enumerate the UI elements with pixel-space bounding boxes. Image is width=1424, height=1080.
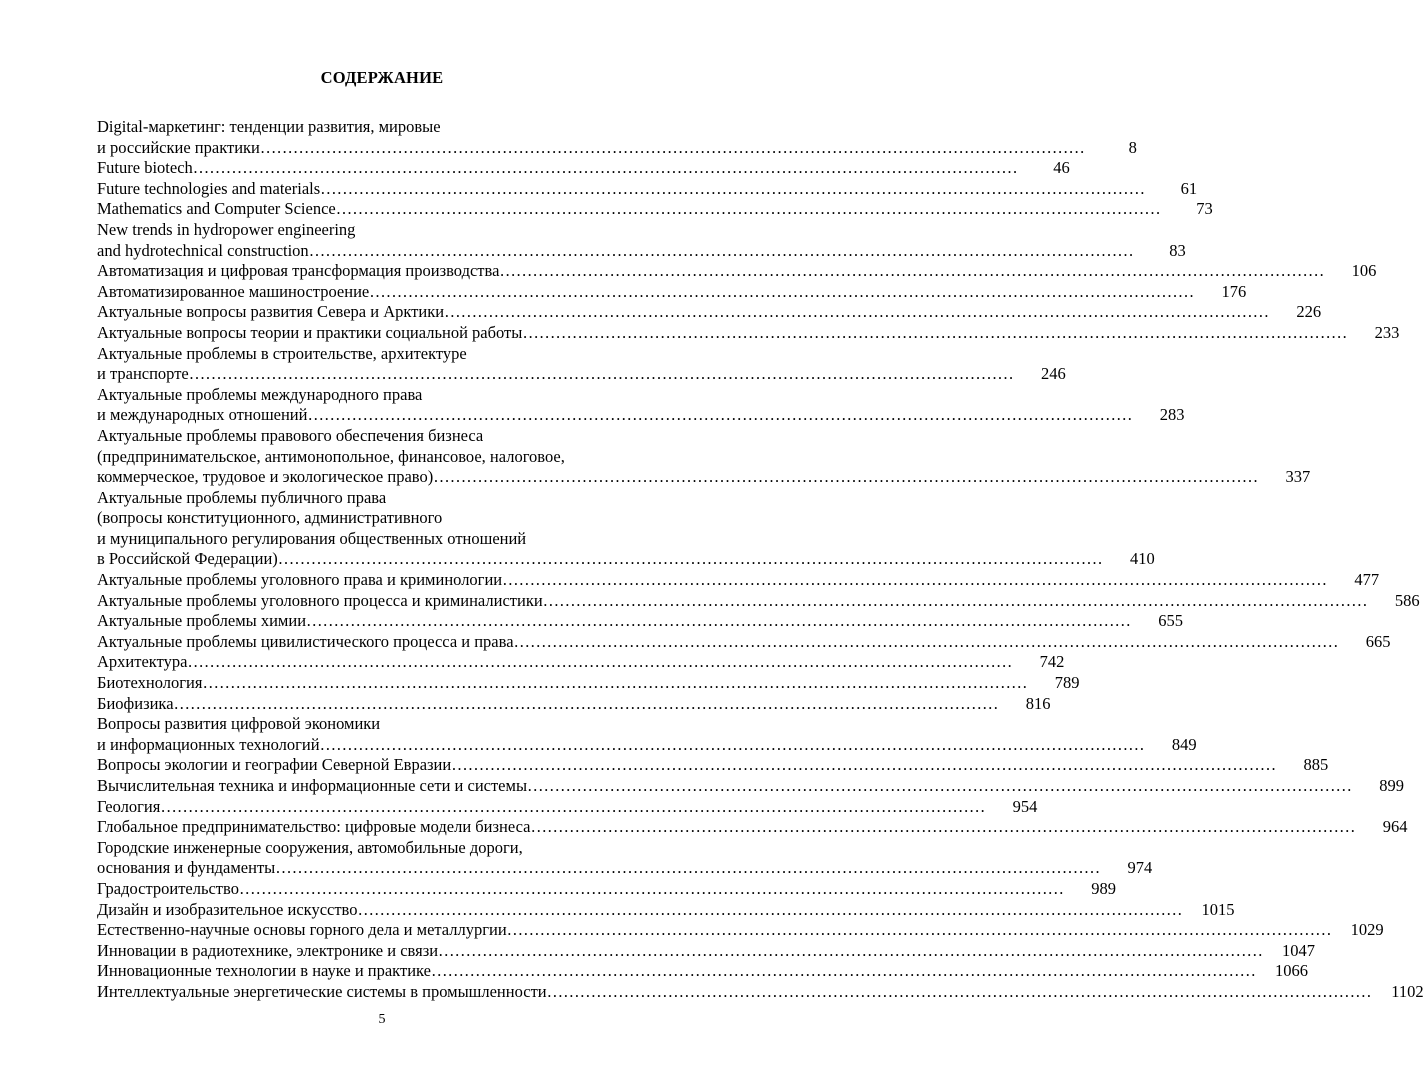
toc-entry-line [97, 714, 669, 735]
toc-page-number: 954 [1012, 796, 1038, 816]
toc-entry-title: Инновации в радиотехнике, электронике и связи [97, 940, 439, 960]
toc-entry-line [97, 302, 1322, 323]
toc-page-number: 46 [1053, 158, 1070, 178]
dot-leader: …………………………………………………………………………………………………………………………………… [202, 673, 1028, 693]
toc-entry [97, 776, 1405, 797]
toc-page-number: 586 [1394, 590, 1420, 610]
toc-entry-title: Биофизика [97, 693, 174, 713]
toc-entry-title: Интеллектуальные энергетические системы в промышленности [97, 981, 547, 1001]
toc-entry-title: Естественно-научные основы горного дела и металлургии [97, 920, 507, 940]
dot-leader: …………………………………………………………………………………………………………………………………… [308, 240, 1134, 260]
toc-entry [97, 961, 1308, 982]
toc-entry-line [97, 734, 1197, 756]
toc-entry-title: Актуальные проблемы уголовного процесса и криминалистики [97, 590, 543, 610]
dot-leader: …………………………………………………………………………………………………………………………………… [319, 734, 1145, 754]
toc-entry-line [97, 405, 1185, 426]
toc-entry-line [97, 385, 669, 406]
toc-entry-title: Вопросы экологии и географии Северной Евразии [97, 755, 452, 775]
toc-entry [97, 796, 1038, 818]
toc-entry-line [97, 631, 1391, 653]
dot-leader: …………………………………………………………………………………………………………………………………… [259, 137, 1085, 157]
toc-entry-line [97, 178, 1198, 200]
toc-page-number: 1015 [1201, 899, 1235, 919]
toc-entry [97, 693, 1051, 715]
toc-page-number: 1066 [1274, 961, 1308, 981]
toc-page-number: 1047 [1282, 940, 1316, 960]
toc-entry-line [97, 199, 1213, 220]
dot-leader: …………………………………………………………………………………………………………………………………… [307, 405, 1133, 425]
dot-leader: …………………………………………………………………………………………………………………………………… [499, 261, 1325, 281]
toc-page-number: 410 [1130, 549, 1155, 569]
dot-leader: …………………………………………………………………………………………………………………………………… [438, 940, 1264, 960]
toc-entry-title: Актуальные проблемы в строительстве, архитектуре [97, 343, 467, 363]
toc-entry-line [97, 549, 1155, 570]
toc-entry-title: (предпринимательское, антимонопольное, финансовое, налоговое, [97, 446, 565, 466]
dot-leader: …………………………………………………………………………………………………………………………………… [513, 631, 1339, 651]
toc-entry [97, 302, 1322, 323]
toc-page-number: 8 [1128, 137, 1137, 157]
toc-entry [97, 322, 1400, 344]
toc-page-number: 816 [1025, 693, 1051, 713]
toc-entry [97, 158, 1070, 179]
toc-entry-title: в Российской Федерации) [97, 549, 278, 569]
toc-entry [97, 281, 1247, 303]
dot-leader: …………………………………………………………………………………………………………………………………… [430, 961, 1256, 981]
toc-entry-line [97, 920, 1384, 941]
toc-page-number: 337 [1285, 467, 1311, 487]
toc-page-number: 106 [1351, 261, 1377, 281]
toc-entry-line [97, 447, 669, 468]
page-number: 5 [378, 1012, 386, 1027]
toc-entry-title: Future technologies and materials [97, 178, 321, 198]
toc-entry [97, 673, 1080, 694]
toc-entry-line [97, 508, 669, 529]
toc-entry-line [97, 220, 669, 241]
dot-leader: …………………………………………………………………………………………………………………………………… [192, 158, 1018, 178]
toc-entry [97, 590, 1420, 612]
toc-entry-line [97, 344, 669, 365]
toc-page-number: 665 [1365, 631, 1391, 651]
toc-entry-line [97, 426, 669, 447]
toc-page-number: 742 [1039, 652, 1065, 672]
toc-entry [97, 631, 1391, 653]
dot-leader: …………………………………………………………………………………………………………………………………… [160, 796, 986, 816]
toc-entry [97, 652, 1065, 673]
toc-entry-title: и российские практики [97, 137, 260, 157]
toc-entry-title: Future biotech [97, 158, 193, 178]
toc-page-number: 974 [1127, 858, 1153, 878]
dot-leader: …………………………………………………………………………………………………………………………………… [238, 878, 1064, 898]
toc-entry-line [97, 981, 1424, 1003]
toc-page-number: 1102 [1391, 981, 1424, 1001]
dot-leader: …………………………………………………………………………………………………………………………………… [369, 281, 1195, 301]
dot-leader: …………………………………………………………………………………………………………………………………… [277, 549, 1103, 569]
dot-leader: …………………………………………………………………………………………………………………………………… [444, 302, 1270, 322]
toc-entry-title: Актуальные проблемы публичного права [97, 487, 387, 507]
toc-page-number: 226 [1296, 302, 1322, 322]
dot-leader: …………………………………………………………………………………………………………………………………… [335, 199, 1161, 219]
toc-entry-title: коммерческое, трудовое и экологическое право) [97, 467, 434, 487]
toc-entry-title: Автоматизированное машиностроение [97, 281, 370, 301]
toc-entry-line [97, 796, 1038, 818]
toc-entry-line [97, 838, 669, 859]
toc-entry-title: Актуальные проблемы международного права [97, 384, 423, 404]
dot-leader: …………………………………………………………………………………………………………………………………… [173, 693, 999, 713]
toc-entry [97, 899, 1235, 921]
toc-entry-line [97, 281, 1247, 303]
toc-entry-line [97, 261, 1377, 282]
toc-page-number: 1029 [1350, 920, 1384, 940]
toc-entry-title: Digital-маркетинг: тенденции развития, мировые [97, 117, 441, 136]
toc-page-number: 849 [1171, 734, 1197, 754]
toc-entry-title: Вопросы развития цифровой экономики [97, 714, 381, 734]
toc-entry-line [97, 673, 1080, 694]
toc-entry-line [97, 776, 1405, 797]
dot-leader: …………………………………………………………………………………………………………………………………… [542, 590, 1368, 610]
toc-entry-title: и международных отношений [97, 405, 308, 425]
toc-entry [97, 981, 1424, 1003]
toc-entry [97, 611, 1184, 632]
toc-entry-line [97, 158, 1070, 179]
dot-leader: …………………………………………………………………………………………………………………………………… [320, 178, 1146, 198]
dot-leader: …………………………………………………………………………………………………………………………………… [451, 755, 1277, 775]
dot-leader: …………………………………………………………………………………………………………………………………… [522, 322, 1348, 342]
toc-entry-title: Актуальные проблемы уголовного права и криминологии [97, 570, 503, 590]
toc-entry-line [97, 899, 1235, 921]
toc-entry [97, 755, 1329, 776]
toc-entry [97, 343, 1066, 385]
toc-entry-title: Актуальные вопросы теории и практики социальной работы [97, 322, 523, 342]
toc-entry-title: Актуальные проблемы химии [97, 611, 307, 631]
toc-entry-line [97, 940, 1316, 962]
toc-entry-title: Глобальное предпринимательство: цифровые модели бизнеса [97, 817, 531, 837]
toc-page-number: 73 [1196, 199, 1213, 219]
toc-entry [97, 425, 1311, 488]
dot-leader: …………………………………………………………………………………………………………………………………… [527, 776, 1353, 795]
dot-leader: …………………………………………………………………………………………………………………………………… [546, 981, 1372, 1001]
dot-leader: …………………………………………………………………………………………………………………………………… [187, 652, 1013, 672]
toc-entry [97, 261, 1377, 282]
toc-entry-line [97, 570, 1380, 591]
toc-entry-line [97, 652, 1065, 673]
toc-page-number: 789 [1054, 673, 1080, 693]
toc-entry-title: Градостроительство [97, 878, 239, 898]
toc-entry [97, 570, 1380, 591]
toc-page-number: 899 [1379, 776, 1405, 795]
toc-entry-title: и информационных технологий [97, 734, 320, 754]
toc-page-number: 61 [1180, 178, 1198, 198]
dot-leader: …………………………………………………………………………………………………………………………………… [357, 899, 1183, 919]
toc-entry-line [97, 529, 669, 550]
toc-entry-title: Mathematics and Computer Science [97, 199, 336, 219]
toc-entry-title: and hydrotechnical construction [97, 240, 309, 260]
toc-entry-line [97, 240, 1186, 262]
toc-entry-line [97, 322, 1400, 344]
toc-entry [97, 920, 1384, 941]
toc-page-number: 655 [1158, 611, 1184, 631]
toc-entry-title: Актуальные проблемы цивилистического процесса и права [97, 631, 514, 651]
toc-entry-line [97, 590, 1420, 612]
dot-leader: …………………………………………………………………………………………………………………………………… [530, 817, 1356, 837]
toc-entry [97, 878, 1116, 900]
toc-entry-title: Дизайн и изобразительное искусство [97, 899, 358, 919]
toc-page-number: 283 [1159, 405, 1185, 425]
toc-entry-line [97, 961, 1308, 982]
toc-entry [97, 117, 1137, 158]
toc-entry-line [97, 611, 1184, 632]
toc-entry-title: (вопросы конституционного, административного [97, 508, 443, 528]
toc-entry-line [97, 858, 1153, 879]
toc-entry-title: Инновационные технологии в науке и практике [97, 961, 431, 981]
toc-entry-line [97, 755, 1329, 776]
toc-entry-line [97, 137, 1137, 159]
toc-title: СОДЕРЖАНИЕ [320, 68, 444, 87]
toc-entry [97, 487, 1155, 570]
toc-entry-line [97, 488, 669, 509]
toc-entry [97, 178, 1198, 200]
toc-page-number: 477 [1354, 570, 1380, 590]
toc-entry-title: Автоматизация и цифровая трансформация производства [97, 261, 500, 281]
toc-page-number: 964 [1382, 817, 1408, 837]
toc-entry-title: New trends in hydropower engineering [97, 219, 356, 239]
toc-entry-title: Городские инженерные сооружения, автомобильные дороги, [97, 837, 523, 857]
dot-leader: …………………………………………………………………………………………………………………………………… [306, 611, 1132, 631]
toc-entry-line [97, 117, 669, 138]
toc-entry [97, 199, 1213, 220]
toc-entry-title: Актуальные вопросы развития Севера и Арктики [97, 302, 445, 322]
toc-entry-title: Биотехнология [97, 673, 203, 693]
dot-leader: …………………………………………………………………………………………………………………………………… [506, 920, 1332, 940]
toc-entry-title: Вычислительная техника и информационные сети и системы [97, 776, 528, 795]
toc-entry [97, 817, 1408, 838]
toc-entry-title: Геология [97, 796, 161, 816]
toc-entry-line [97, 693, 1051, 715]
toc-entry [97, 837, 1153, 879]
toc-entry-line [97, 878, 1116, 900]
toc-entry-title: и транспорте [97, 364, 189, 384]
dot-leader: …………………………………………………………………………………………………………………………………… [502, 570, 1328, 590]
toc-page-number: 83 [1169, 240, 1186, 260]
toc-page-number: 885 [1303, 755, 1329, 775]
toc-page-number: 246 [1041, 364, 1066, 384]
toc-entry [97, 714, 1197, 755]
dot-leader: …………………………………………………………………………………………………………………………………… [275, 858, 1101, 878]
toc-page-number: 176 [1221, 281, 1247, 301]
dot-leader: …………………………………………………………………………………………………………………………………… [433, 467, 1259, 487]
toc-entry [97, 940, 1316, 962]
toc-page-number: 989 [1091, 878, 1116, 898]
toc-entry [97, 219, 1186, 261]
toc-entry-title: и муниципального регулирования общественных отношений [97, 528, 527, 548]
toc-entry-title: Актуальные проблемы правового обеспечения бизнеса [97, 425, 484, 445]
table-of-contents [97, 117, 1424, 1003]
toc-page-number: 233 [1374, 322, 1400, 342]
toc-entry-title: основания и фундаменты [97, 858, 276, 878]
dot-leader: …………………………………………………………………………………………………………………………………… [188, 364, 1014, 384]
toc-entry [97, 384, 1185, 426]
toc-entry-line [97, 467, 1311, 488]
toc-entry-line [97, 817, 1408, 838]
toc-entry-title: Архитектура [97, 652, 188, 672]
toc-entry-line [97, 364, 1066, 385]
